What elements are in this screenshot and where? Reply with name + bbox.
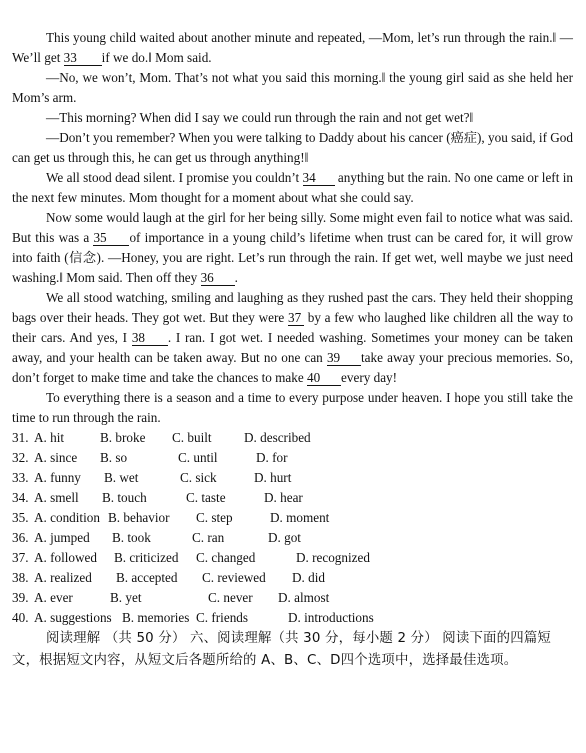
- option-a: A. since: [34, 450, 78, 465]
- question-list: [0, 428, 586, 628]
- option-b: B. accepted: [116, 570, 178, 585]
- question-34: 34. A. smell B. touch C. taste D. hear: [12, 488, 586, 508]
- passage-paragraph-7: We all stood watching, smiling and laughing as they rushed past the cars. They held their shopping bags over their heads. They got wet. But they were 37 by a few who laughed like children all the way to their cars. And yes, I 38 . I ran. I got wet. I needed washing. Sometimes your money can be taken away, and your health can be taken away. But no one can 39 take away your precious memories. So, don’t forget to make time and take the chances to make 40 every day!: [12, 290, 573, 385]
- blank-36: 36: [201, 271, 235, 286]
- option-d: D. hear: [264, 490, 303, 505]
- option-b: B. took: [112, 530, 151, 545]
- option-c: C. changed: [196, 550, 256, 565]
- passage-paragraph-2: —No, we won’t, Mom. That’s not what you said this morning.‖ the young girl said as she held her Mom’s arm.: [12, 70, 573, 105]
- option-d: D. moment: [270, 510, 330, 525]
- passage-paragraph-3: —This morning? When did I say we could run through the rain and not get wet?‖: [46, 110, 474, 125]
- option-a: A. followed: [34, 550, 97, 565]
- question-36: 36. A. jumped B. took C. ran D. got: [12, 528, 586, 548]
- section-instructions: 阅读理解 （共 50 分） 六、阅读理解（共 30 分，每小题 2 分） 阅读下面的四篇短文，根据短文内容，从短文后各题所给的 A、B、C、D四个选项中，选择最佳选项。: [12, 631, 552, 668]
- option-c: C. until: [178, 450, 218, 465]
- blank-34: 34: [303, 171, 335, 186]
- passage-paragraph-8: To everything there is a season and a time to every purpose under heaven. I hope you still take the time to run through the rain.: [12, 390, 573, 425]
- option-d: D. for: [256, 450, 288, 465]
- option-d: D. introductions: [288, 610, 374, 625]
- option-d: D. described: [244, 430, 311, 445]
- option-d: D. hurt: [254, 470, 292, 485]
- question-38: 38. A. realized B. accepted C. reviewed D. did: [12, 568, 586, 588]
- option-a: A. condition: [34, 510, 100, 525]
- passage-paragraph-5: We all stood dead silent. I promise you couldn’t 34 anything but the rain. No one came or left in the next few minutes. Mom thought for a moment about what she could say.: [12, 170, 574, 205]
- exam-page: [0, 28, 586, 672]
- option-c: C. step: [196, 510, 233, 525]
- option-d: D. got: [268, 530, 301, 545]
- option-b: B. so: [100, 450, 128, 465]
- option-d: D. almost: [278, 590, 330, 605]
- option-c: C. built: [172, 430, 212, 445]
- question-31: 31. A. hit B. broke C. built D. described: [12, 428, 586, 448]
- question-33: 33. A. funny B. wet C. sick D. hurt: [12, 468, 586, 488]
- option-a: A. suggestions: [34, 610, 112, 625]
- question-40: 40. A. suggestions B. memories C. friends D. introductions: [12, 608, 586, 628]
- option-b: B. criticized: [114, 550, 179, 565]
- blank-33: 33: [64, 51, 102, 66]
- option-c: C. friends: [196, 610, 249, 625]
- option-d: D. recognized: [296, 550, 370, 565]
- option-c: C. sick: [180, 470, 217, 485]
- blank-37: 37: [288, 311, 304, 326]
- option-d: D. did: [292, 570, 325, 585]
- option-c: C. never: [208, 590, 253, 605]
- option-b: B. yet: [110, 590, 142, 605]
- option-c: C. reviewed: [202, 570, 266, 585]
- blank-39: 39: [327, 351, 361, 366]
- option-c: C. ran: [192, 530, 225, 545]
- passage-paragraph-6: Now some would laugh at the girl for her being silly. Some might even fail to notice what was said. But this was a 35 of importance in a young child’s lifetime when trust can be cared for, it will grow into faith (信念). —Honey, you are right. Let’s run through the rain. If get wet, well maybe we just need washing.‖ Mom said. Then off they 36 .: [12, 210, 573, 285]
- question-32: 32. A. since B. so C. until D. for: [12, 448, 586, 468]
- option-a: A. funny: [34, 470, 81, 485]
- option-a: A. jumped: [34, 530, 90, 545]
- option-a: A. realized: [34, 570, 92, 585]
- option-b: B. behavior: [108, 510, 170, 525]
- question-35: 35. A. condition B. behavior C. step D. moment: [12, 508, 586, 528]
- blank-40: 40: [307, 371, 341, 386]
- option-a: A. smell: [34, 490, 79, 505]
- option-b: B. broke: [100, 430, 146, 445]
- option-b: B. touch: [102, 490, 147, 505]
- question-39: 39. A. ever B. yet C. never D. almost: [12, 588, 586, 608]
- blank-38: 38: [132, 331, 168, 346]
- passage-paragraph-1: This young child waited about another minute and repeated, —Mom, let’s run through the rain.‖ —We’ll get 33 if we do.‖ Mom said.: [12, 30, 573, 65]
- option-a: A. hit: [34, 430, 65, 445]
- option-b: B. wet: [104, 470, 139, 485]
- option-a: A. ever: [34, 590, 73, 605]
- passage-paragraph-4: —Don’t you remember? When you were talking to Daddy about his cancer (癌症), you said, if God can get us through this, he can get us through anything!‖: [12, 130, 573, 165]
- option-b: B. memories: [122, 610, 190, 625]
- blank-35: 35: [93, 231, 129, 246]
- option-c: C. taste: [186, 490, 226, 505]
- question-37: 37. A. followed B. criticized C. changed D. recognized: [12, 548, 586, 568]
